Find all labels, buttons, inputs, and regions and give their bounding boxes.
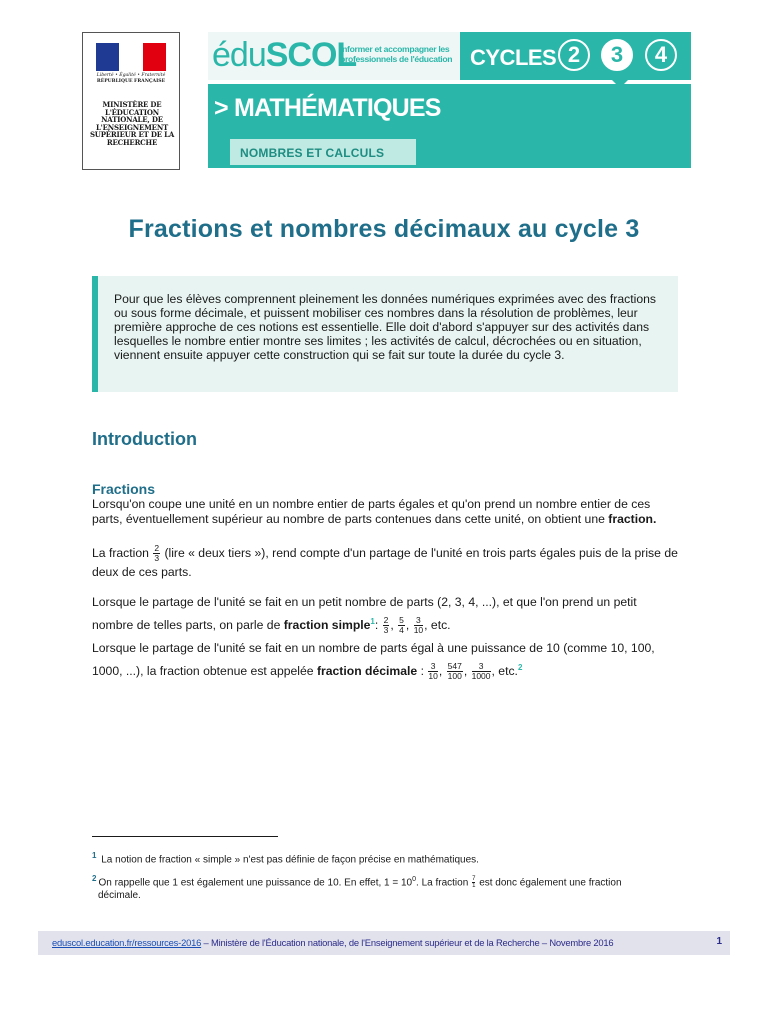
ministry-logo xyxy=(82,32,180,170)
subject-title xyxy=(214,94,441,123)
republic-motto: Liberté • Égalité • Fraternité xyxy=(96,73,166,78)
p4-end: , etc. xyxy=(491,664,518,679)
footnote-2-text-c: est donc également une fraction xyxy=(479,877,622,889)
footnote-2-number: 2 xyxy=(92,874,97,883)
fraction-decimal-2: $\frac{547}{100}$ xyxy=(447,661,462,682)
p1-bold-term: fraction. xyxy=(608,512,657,526)
fraction-decimal-3: $\frac{3}{1000}$ xyxy=(471,661,491,682)
p2-after: (lire « deux tiers »), rend compte d'un partage de l'unité en trois parts égales puis de la prise de deux de ces parts. xyxy=(92,546,678,580)
p4-bold-term: fraction décimale xyxy=(316,664,418,679)
cycle-2-badge[interactable]: 2 xyxy=(558,39,590,71)
cycles-label: CYCLES xyxy=(470,45,557,70)
fraction-two-thirds: $\frac{2}{3}$ xyxy=(154,543,160,564)
footnote-2-text-a: On rappelle que 1 est également une puissance de 10. En effet, 1 = 10 xyxy=(98,877,413,889)
chevron-right-icon: > xyxy=(214,94,228,122)
footer-text xyxy=(52,937,613,948)
subtopic-label: NOMBRES ET CALCULS xyxy=(240,146,385,160)
footnote-2-text-d: décimale. xyxy=(98,890,141,902)
footer-link[interactable]: eduscol.education.fr/ressources-2016 xyxy=(52,937,202,948)
page-footer xyxy=(38,931,730,955)
fraction-decimal-1: $\frac{3}{10}$ xyxy=(428,661,438,682)
cycles-bar xyxy=(460,32,691,80)
ministry-name: MINISTÈRE DE L'ÉDUCATION NATIONALE, DE L'ENSEIGNEMENT SUPÉRIEUR ET DE LA RECHERCHE xyxy=(89,100,175,147)
republic-name: RÉPUBLIQUE FRANÇAISE xyxy=(96,79,166,84)
brand-scol: SCOL xyxy=(265,36,357,74)
p4-text: Lorsque le partage de l'unité se fait en un nombre de parts égal à une puissance de 10 (comme 10, 100, 1000, ...), la fraction obtenue est appelée xyxy=(92,641,655,679)
document-title: Fractions et nombres décimaux au cycle 3 xyxy=(128,215,640,243)
eduscol-logo[interactable] xyxy=(212,36,356,75)
brand-edu: édu xyxy=(212,36,266,74)
eduscol-brand-bar xyxy=(208,32,460,80)
p2-before: La fraction xyxy=(92,546,149,560)
flag-icon xyxy=(96,43,166,71)
abstract-text: Pour que les élèves comprennent pleinement les données numériques exprimées avec des fractions ou sous forme décimale, et puissent mobiliser ces nombres dans la résolution de problèmes, leur première approche de ces notions est essentielle. Elle doit d'abord s'appuyer sur des activités dans lesquelles le nombre entier montre ses limites ; les activités de calcul, décrochées ou en situation, viennent ensuite appuyer cette construction qui se fait sur toute la durée du cycle 3. xyxy=(114,292,656,362)
footnote-2-exponent: 0 xyxy=(412,876,417,883)
footnote-1-number: 1 xyxy=(92,851,97,860)
footnote-2 xyxy=(92,872,652,902)
subject-label: MATHÉMATIQUES xyxy=(233,94,441,122)
marianne-emblem xyxy=(96,43,166,85)
brand-tagline: Informer et accompagner les professionnels de l'éducation xyxy=(340,44,453,64)
abstract-box xyxy=(92,276,678,392)
footnote-1-text: La notion de fraction « simple » n'est pas définie de façon précise en mathématiques. xyxy=(101,854,479,866)
footnote-2-fraction: $\frac{7}{1}$ xyxy=(472,876,476,890)
page-number: 1 xyxy=(716,936,722,947)
paragraph-fraction-definition xyxy=(92,497,678,527)
footnote-2-text-b: . La fraction xyxy=(416,877,469,889)
paragraph-two-thirds xyxy=(92,544,678,582)
footnote-ref-1[interactable]: 1 xyxy=(370,617,375,626)
paragraph-decimal-fraction: Lorsque le partage de l'unité se fait en un nombre de parts égal à une puissance de 10 (comme 10, 100, 1000, ...), la fraction obtenue est appelée fraction décimale : $\frac{3}{10}$ , $\frac{547}{100}$ , $\frac{3}{1000}$ , etc.$^2$ xyxy=(92,641,655,682)
p3-end: , etc. xyxy=(424,618,451,633)
subsection-heading-fractions: Fractions xyxy=(92,481,156,497)
paragraph-simple-fraction: Lorsque le partage de l'unité se fait en un petit nombre de parts (2, 3, 4, ...), et que l'on prend un petit nombre de telles parts, on parle de fraction simple$^1$: $\frac{2}{3}$ , $\frac{5}{4}$ , $\frac{3}{10}$ , etc. xyxy=(92,595,637,636)
fraction-simple-1: $\frac{2}{3}$ xyxy=(383,615,389,636)
fraction-simple-2: $\frac{5}{4}$ xyxy=(399,615,404,636)
footnote-ref-2[interactable]: 2 xyxy=(517,663,523,672)
footnote-divider xyxy=(92,836,278,837)
subtopic-tag xyxy=(230,139,416,165)
p3-text: Lorsque le partage de l'unité se fait en un petit nombre de parts (2, 3, 4, ...), et que l'on prend un petit nombre de telles parts, on parle de xyxy=(92,595,637,633)
cycle-4-badge[interactable]: 4 xyxy=(645,39,677,71)
footer-credits: – Ministère de l'Éducation nationale, de l'Enseignement supérieur et de la Recherche – Novembre 2016 xyxy=(201,937,614,948)
cycle-3-badge[interactable]: 3 xyxy=(601,39,633,71)
fraction-simple-3: $\frac{3}{10}$ xyxy=(413,615,424,636)
subject-banner xyxy=(208,84,691,168)
footnote-1 xyxy=(92,849,652,866)
p1-text: Lorsqu'on coupe une unité en un nombre entier de parts égales et qu'on prend un nombre entier de ces parts, éventuellement supérieur au nombre de parts contenues dans cette unité, on obtient une xyxy=(92,497,651,526)
p3-bold-term: fraction simple xyxy=(283,618,371,633)
section-heading-introduction: Introduction xyxy=(92,429,197,449)
